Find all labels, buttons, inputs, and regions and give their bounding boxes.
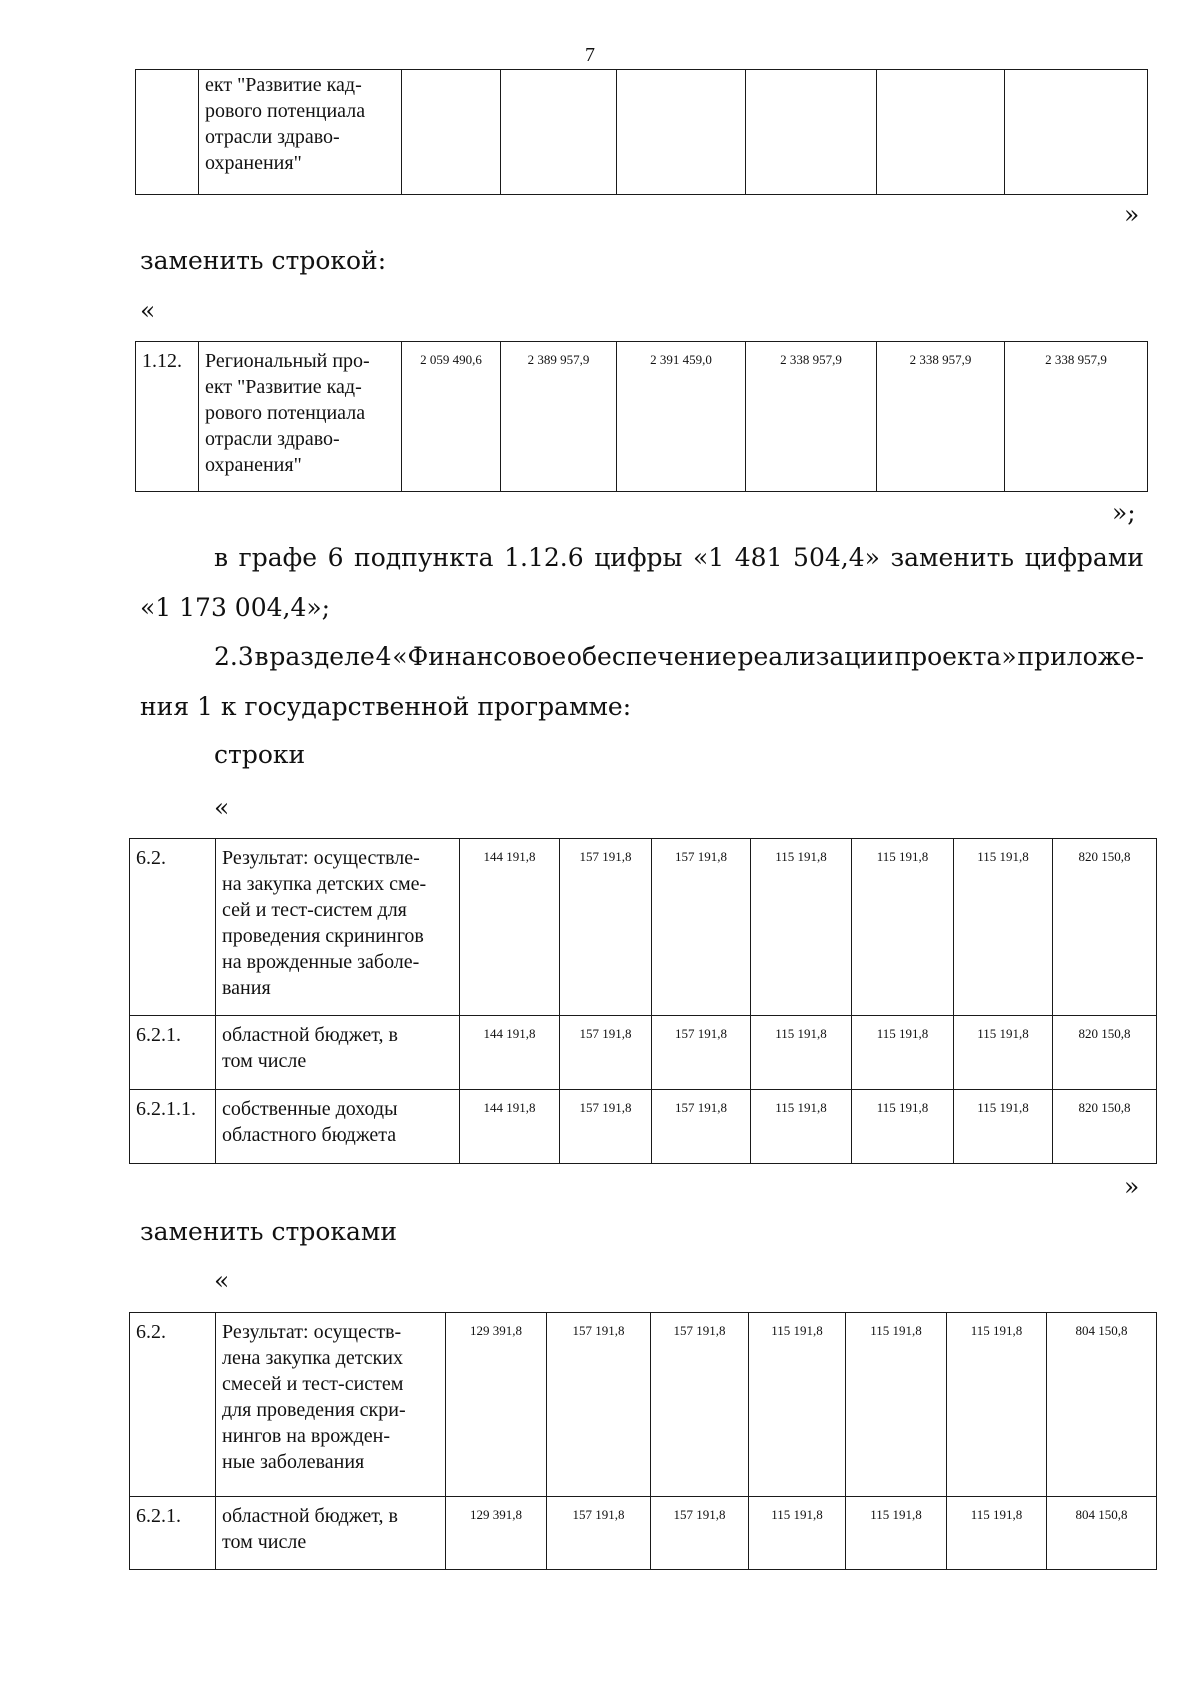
value-cell bbox=[746, 70, 877, 195]
word: 504,4» bbox=[793, 543, 880, 572]
table-row bbox=[130, 1090, 1157, 1164]
table-row bbox=[130, 1016, 1157, 1090]
value-cell: 144 191,8 bbox=[460, 1090, 560, 1164]
closing-quote: »; bbox=[1112, 498, 1136, 527]
value-cell bbox=[877, 70, 1005, 195]
value-cell: 115 191,8 bbox=[749, 1313, 846, 1497]
value-cell: 157 191,8 bbox=[560, 839, 652, 1016]
word: 481 bbox=[734, 543, 783, 572]
value-cell: 157 191,8 bbox=[651, 1497, 749, 1570]
word: цифрами bbox=[1024, 543, 1144, 572]
value-cell: 115 191,8 bbox=[947, 1313, 1047, 1497]
value-cell: 157 191,8 bbox=[652, 1016, 751, 1090]
value-cell: 157 191,8 bbox=[560, 1090, 652, 1164]
closing-quote: » bbox=[1124, 200, 1140, 229]
value-cell: 157 191,8 bbox=[560, 1016, 652, 1090]
table-project-1-12 bbox=[135, 341, 1148, 492]
table-row bbox=[130, 1313, 1157, 1497]
word: подпункта bbox=[354, 543, 494, 572]
value-cell bbox=[501, 70, 617, 195]
value-cell: 115 191,8 bbox=[751, 1016, 852, 1090]
word: обеспечение bbox=[566, 642, 737, 671]
closing-quote: » bbox=[1124, 1172, 1140, 1201]
value-cell: 115 191,8 bbox=[954, 1090, 1053, 1164]
value-cell: 115 191,8 bbox=[751, 839, 852, 1016]
table-continuation bbox=[135, 69, 1148, 195]
instruction-replace-rows: заменить строками bbox=[140, 1217, 398, 1246]
word: 2.3 bbox=[214, 642, 254, 671]
value-cell: 129 391,8 bbox=[446, 1497, 547, 1570]
word: 1.12.6 bbox=[504, 543, 584, 572]
row-label: областной бюджет, в том числе bbox=[216, 1016, 460, 1090]
value-cell: 129 391,8 bbox=[446, 1313, 547, 1497]
paragraph-2-line-2: ния 1 к государственной программе: bbox=[140, 692, 632, 721]
word: «Финансовое bbox=[392, 642, 567, 671]
word: заменить bbox=[890, 543, 1015, 572]
word: проекта» bbox=[894, 642, 1017, 671]
value-cell: 115 191,8 bbox=[954, 1016, 1053, 1090]
value-cell: 157 191,8 bbox=[652, 839, 751, 1016]
value-cell: 157 191,8 bbox=[652, 1090, 751, 1164]
value-cell: 157 191,8 bbox=[547, 1497, 651, 1570]
word: 4 bbox=[375, 642, 392, 671]
row-code: 6.2.1. bbox=[130, 1016, 216, 1090]
value-cell: 2 338 957,9 bbox=[746, 342, 877, 492]
value-cell bbox=[402, 70, 501, 195]
row-label: ект "Развитие кад- рового потенциала отрасли здраво- охранения" bbox=[199, 70, 402, 195]
opening-quote: « bbox=[214, 793, 230, 822]
word: цифры bbox=[594, 543, 683, 572]
value-cell bbox=[617, 70, 746, 195]
value-cell: 157 191,8 bbox=[651, 1313, 749, 1497]
row-label: Региональный про- ект "Развитие кад- рового потенциала отрасли здраво- охранения" bbox=[199, 342, 402, 492]
row-code: 6.2.1.1. bbox=[130, 1090, 216, 1164]
row-label: собственные доходы областного бюджета bbox=[216, 1090, 460, 1164]
value-cell: 115 191,8 bbox=[846, 1313, 947, 1497]
value-cell: 115 191,8 bbox=[846, 1497, 947, 1570]
value-cell: 804 150,8 bbox=[1047, 1497, 1157, 1570]
paragraph-1-line-2: «1 173 004,4»; bbox=[140, 593, 331, 622]
table-rows-new bbox=[129, 1312, 1157, 1570]
table-row bbox=[136, 342, 1148, 492]
word: реализации bbox=[737, 642, 894, 671]
table-rows-old bbox=[129, 838, 1157, 1164]
row-code: 1.12. bbox=[136, 342, 199, 492]
value-cell: 820 150,8 bbox=[1053, 1090, 1157, 1164]
value-cell: 157 191,8 bbox=[547, 1313, 651, 1497]
instruction-replace-row: заменить строкой: bbox=[140, 246, 387, 275]
opening-quote: « bbox=[214, 1266, 230, 1295]
value-cell: 144 191,8 bbox=[460, 1016, 560, 1090]
value-cell: 2 389 957,9 bbox=[501, 342, 617, 492]
table-row bbox=[130, 1497, 1157, 1570]
value-cell: 115 191,8 bbox=[852, 1016, 954, 1090]
row-code: 6.2. bbox=[130, 1313, 216, 1497]
opening-quote: « bbox=[140, 296, 156, 325]
value-cell: 115 191,8 bbox=[852, 1090, 954, 1164]
value-cell: 115 191,8 bbox=[749, 1497, 846, 1570]
value-cell: 2 391 459,0 bbox=[617, 342, 746, 492]
row-label: областной бюджет, в том числе bbox=[216, 1497, 446, 1570]
row-label: Результат: осуществ- лена закупка детских смесей и тест-систем для проведения скри- нингов на врожден- ные заболевания bbox=[216, 1313, 446, 1497]
value-cell bbox=[1005, 70, 1148, 195]
paragraph-1-line-1 bbox=[214, 543, 1144, 572]
row-code: 6.2.1. bbox=[130, 1497, 216, 1570]
value-cell: 144 191,8 bbox=[460, 839, 560, 1016]
value-cell: 115 191,8 bbox=[954, 839, 1053, 1016]
value-cell: 115 191,8 bbox=[751, 1090, 852, 1164]
value-cell: 820 150,8 bbox=[1053, 839, 1157, 1016]
word: в bbox=[254, 642, 269, 671]
table-row bbox=[130, 839, 1157, 1016]
value-cell: 115 191,8 bbox=[947, 1497, 1047, 1570]
word: приложе- bbox=[1017, 642, 1144, 671]
row-label: Результат: осуществле- на закупка детских сме- сей и тест-систем для проведения скринингов на врожденные заболе- вания bbox=[216, 839, 460, 1016]
word: «1 bbox=[693, 543, 725, 572]
word: 6 bbox=[327, 543, 344, 572]
word: в bbox=[214, 543, 229, 572]
word: графе bbox=[238, 543, 318, 572]
instruction-rows: строки bbox=[214, 740, 306, 769]
row-code bbox=[136, 70, 199, 195]
value-cell: 820 150,8 bbox=[1053, 1016, 1157, 1090]
value-cell: 2 338 957,9 bbox=[877, 342, 1005, 492]
value-cell: 115 191,8 bbox=[852, 839, 954, 1016]
value-cell: 804 150,8 bbox=[1047, 1313, 1157, 1497]
table-row bbox=[136, 70, 1148, 195]
row-code: 6.2. bbox=[130, 839, 216, 1016]
value-cell: 2 059 490,6 bbox=[402, 342, 501, 492]
value-cell: 2 338 957,9 bbox=[1005, 342, 1148, 492]
word: разделе bbox=[269, 642, 375, 671]
paragraph-2-line-1 bbox=[214, 642, 1144, 671]
page-number: 7 bbox=[585, 44, 595, 66]
